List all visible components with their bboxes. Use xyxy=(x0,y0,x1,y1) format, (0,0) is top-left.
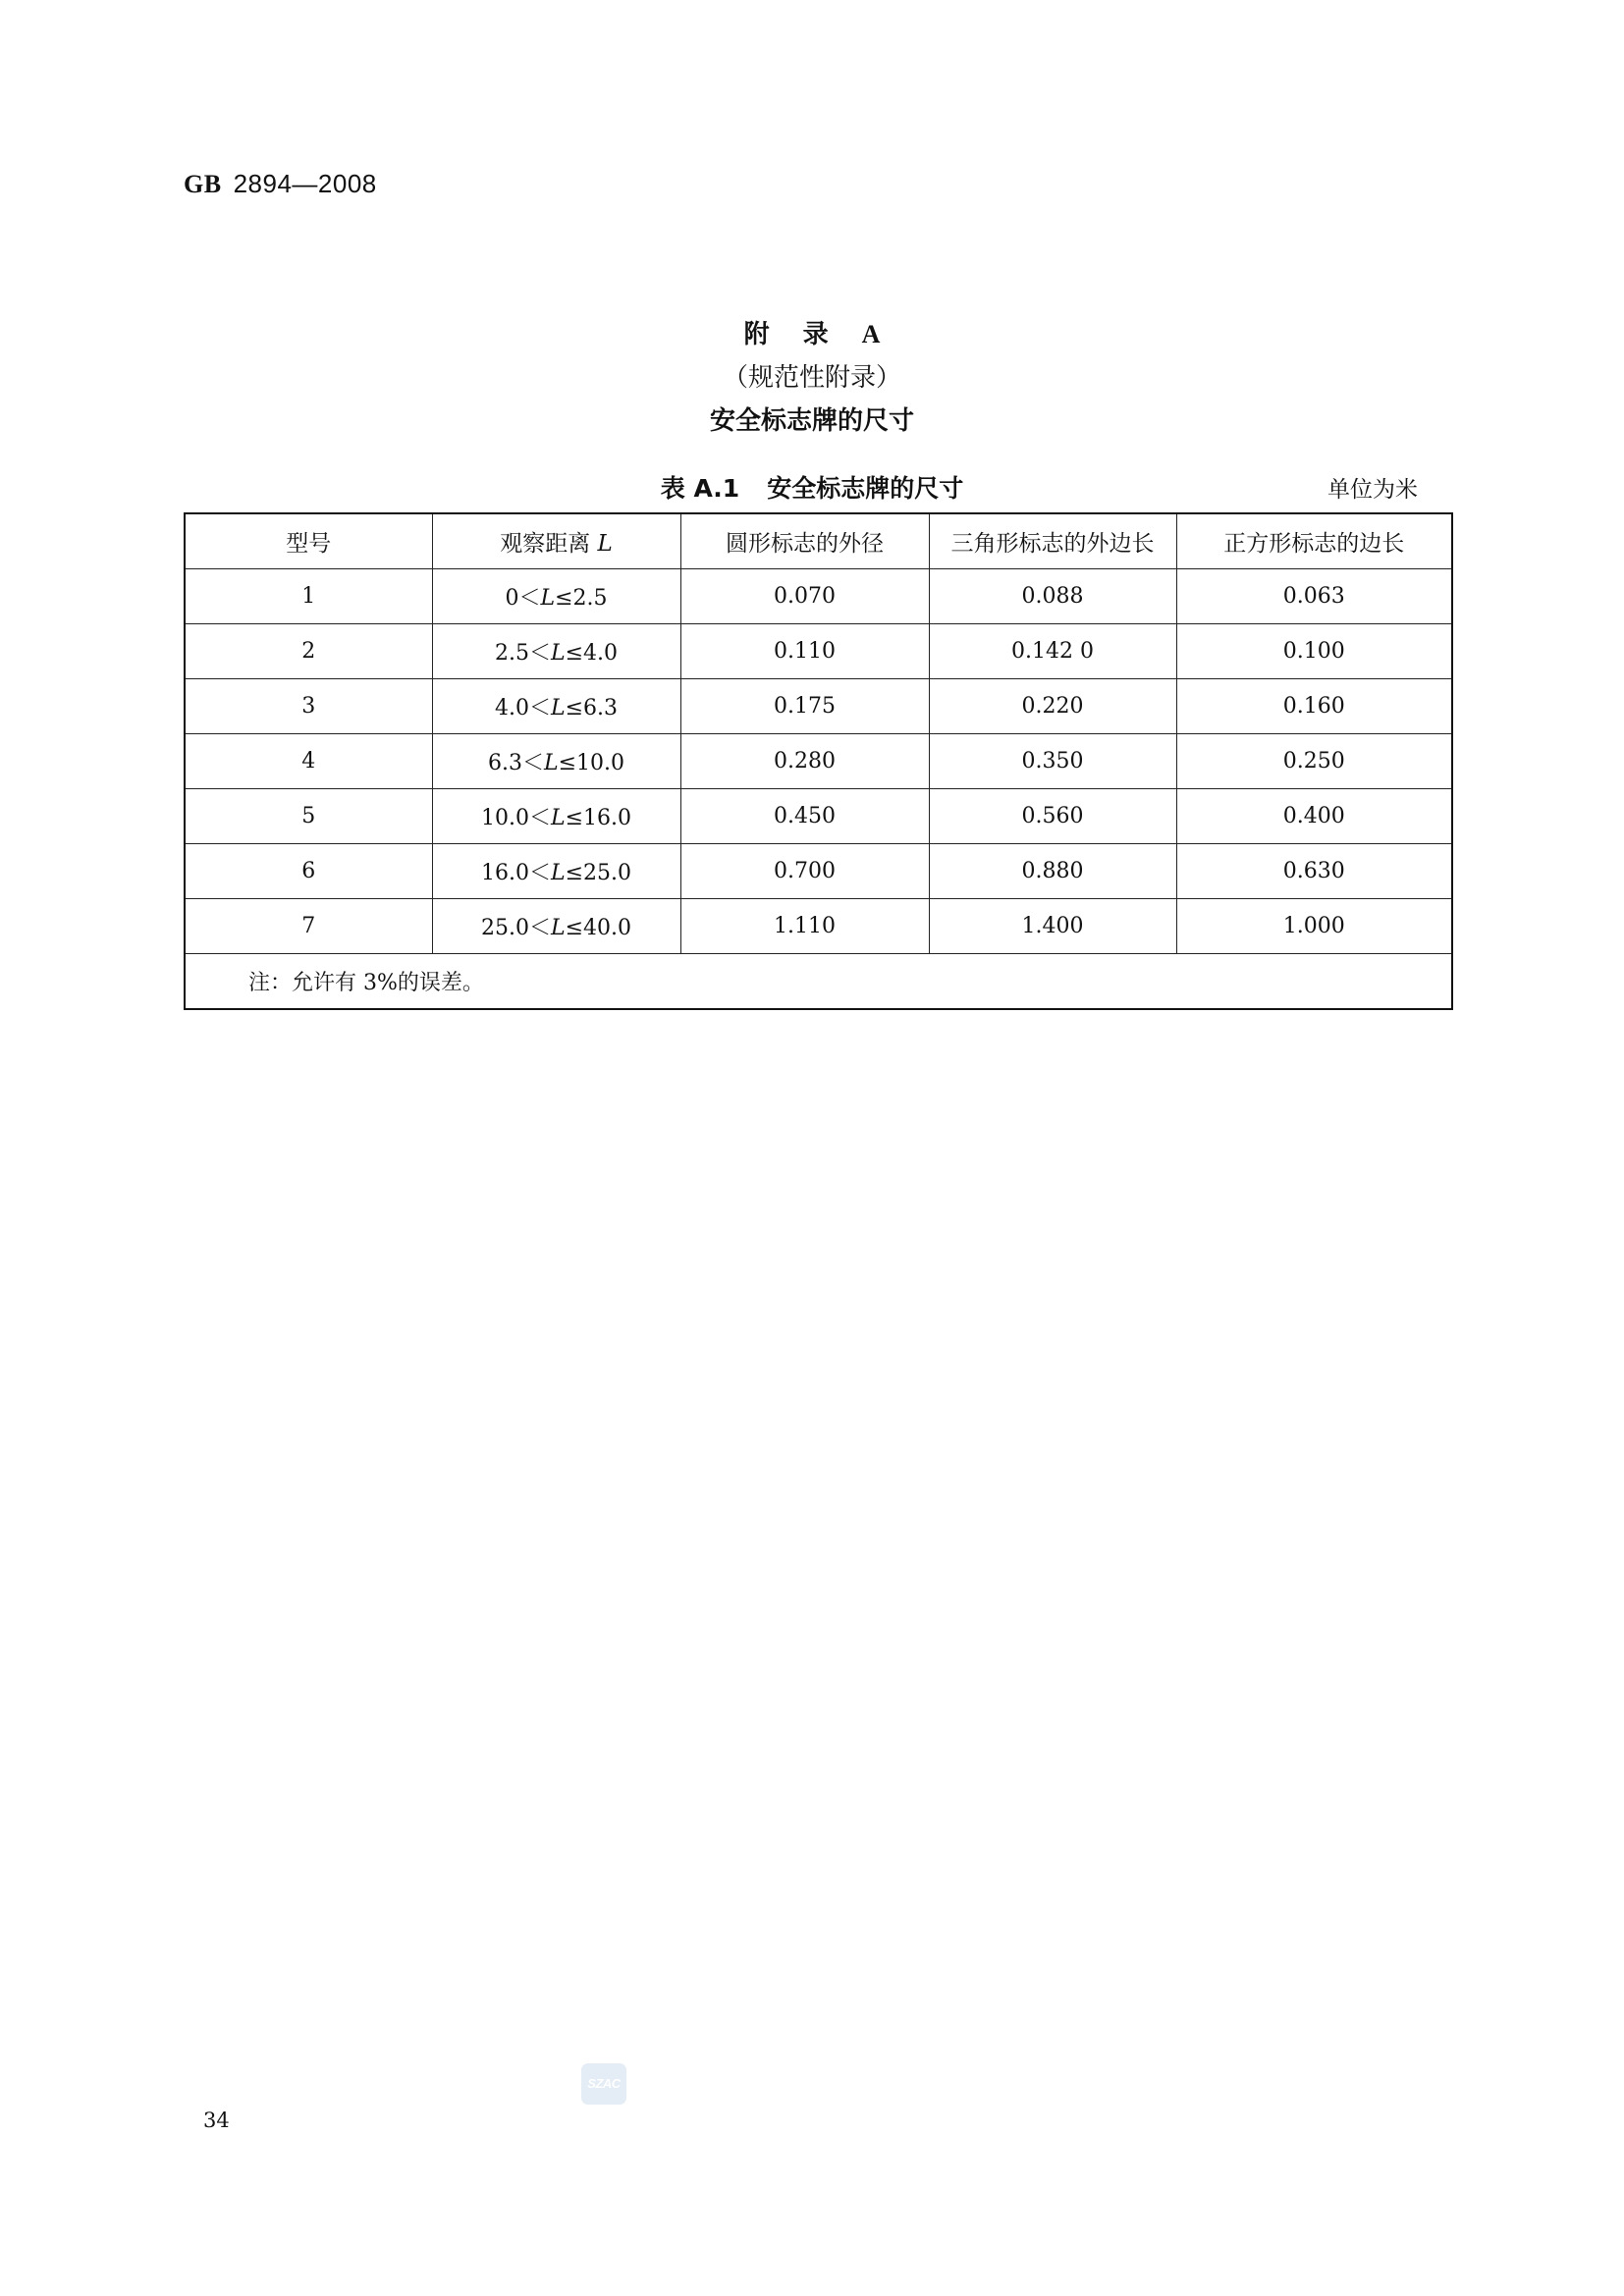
unit-note: 单位为米 xyxy=(1327,477,1418,503)
cell-triangle: 0.350 xyxy=(929,734,1176,789)
header-triangle: 三角形标志的外边长 xyxy=(929,513,1176,569)
cell-circle: 0.280 xyxy=(680,734,929,789)
cell-range: 6.3＜L≤10.0 xyxy=(432,734,680,789)
cell-triangle: 0.880 xyxy=(929,844,1176,899)
cell-square: 0.100 xyxy=(1176,624,1452,679)
cell-range: 4.0＜L≤6.3 xyxy=(432,679,680,734)
appendix-label-1: 附 xyxy=(743,320,770,349)
table-note: 注：允许有 3%的误差。 xyxy=(185,954,1452,1010)
table-note-row xyxy=(185,954,1452,1010)
standard-number xyxy=(184,169,377,199)
table-header-row xyxy=(185,513,1452,569)
cell-triangle: 1.400 xyxy=(929,899,1176,954)
size-table xyxy=(184,512,1453,1010)
table-row xyxy=(185,789,1452,844)
appendix-title xyxy=(0,314,1624,350)
cell-circle: 0.110 xyxy=(680,624,929,679)
cell-circle: 0.070 xyxy=(680,569,929,624)
cell-range: 16.0＜L≤25.0 xyxy=(432,844,680,899)
table-row xyxy=(185,679,1452,734)
header-square: 正方形标志的边长 xyxy=(1176,513,1452,569)
cell-circle: 0.700 xyxy=(680,844,929,899)
table-row xyxy=(185,734,1452,789)
cell-square: 0.160 xyxy=(1176,679,1452,734)
header-model: 型号 xyxy=(185,513,432,569)
table-caption-title: 安全标志牌的尺寸 xyxy=(767,474,964,503)
cell-model: 7 xyxy=(185,899,432,954)
cell-range: 0＜L≤2.5 xyxy=(432,569,680,624)
header-distance-label: 观察距离 xyxy=(500,531,591,557)
table-row xyxy=(185,844,1452,899)
cell-range: 2.5＜L≤4.0 xyxy=(432,624,680,679)
appendix-type: （规范性附录） xyxy=(722,363,901,393)
standard-prefix: GB xyxy=(184,170,222,198)
cell-model: 2 xyxy=(185,624,432,679)
table-caption-label: 表 A.1 xyxy=(660,474,740,503)
cell-model: 6 xyxy=(185,844,432,899)
cell-range: 10.0＜L≤16.0 xyxy=(432,789,680,844)
header-distance xyxy=(432,513,680,569)
cell-circle: 0.175 xyxy=(680,679,929,734)
cell-model: 1 xyxy=(185,569,432,624)
appendix-label-2: 录 xyxy=(802,320,829,349)
standard-code: 2894—2008 xyxy=(233,169,377,198)
appendix-name: 安全标志牌的尺寸 xyxy=(709,406,914,436)
header-distance-var: L xyxy=(597,531,613,557)
table-row xyxy=(185,624,1452,679)
cell-square: 0.400 xyxy=(1176,789,1452,844)
cell-model: 4 xyxy=(185,734,432,789)
cell-triangle: 0.560 xyxy=(929,789,1176,844)
appendix-letter: A xyxy=(861,320,881,348)
cell-triangle: 0.220 xyxy=(929,679,1176,734)
watermark-logo: SZAC xyxy=(581,2063,626,2105)
cell-square: 0.250 xyxy=(1176,734,1452,789)
cell-triangle: 0.088 xyxy=(929,569,1176,624)
cell-square: 0.630 xyxy=(1176,844,1452,899)
cell-circle: 1.110 xyxy=(680,899,929,954)
cell-square: 1.000 xyxy=(1176,899,1452,954)
table-row xyxy=(185,569,1452,624)
cell-triangle: 0.142 0 xyxy=(929,624,1176,679)
cell-range: 25.0＜L≤40.0 xyxy=(432,899,680,954)
cell-circle: 0.450 xyxy=(680,789,929,844)
page-number: 34 xyxy=(203,2109,230,2132)
cell-model: 5 xyxy=(185,789,432,844)
header-circle: 圆形标志的外径 xyxy=(680,513,929,569)
cell-square: 0.063 xyxy=(1176,569,1452,624)
table-row xyxy=(185,899,1452,954)
cell-model: 3 xyxy=(185,679,432,734)
